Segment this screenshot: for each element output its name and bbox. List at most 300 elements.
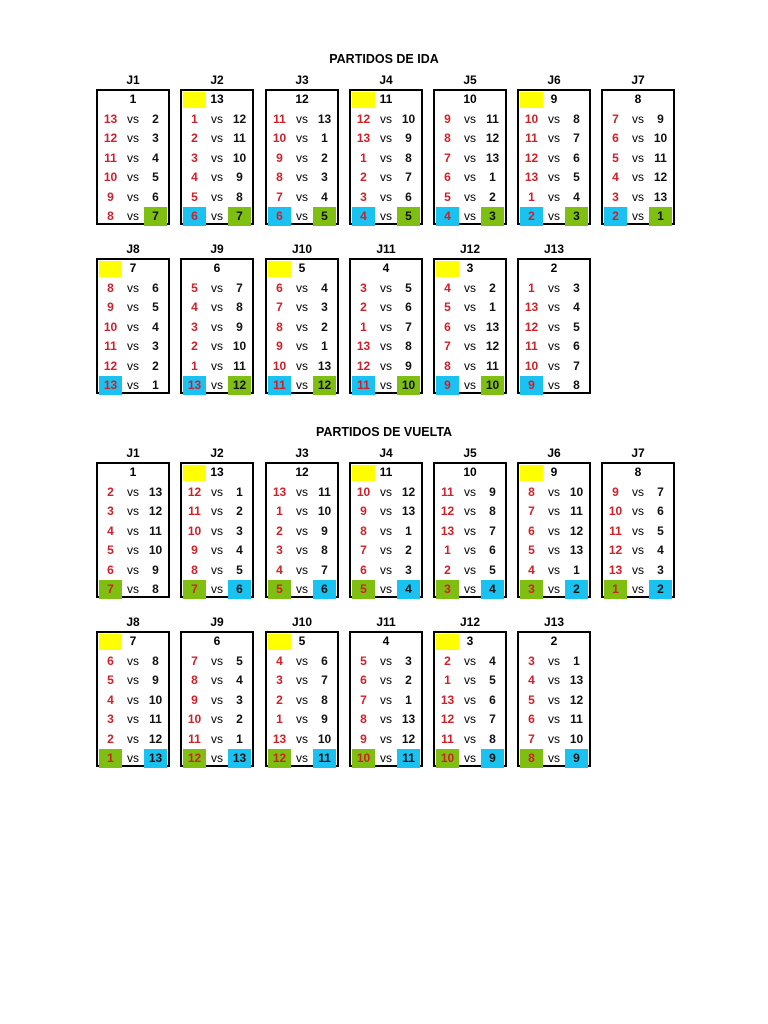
away-team: 11 [570,504,583,518]
away-team: 11 [486,359,499,373]
vs-separator: vs [380,190,392,204]
away-team: 6 [321,654,328,668]
match-row [98,580,168,599]
vs-separator: vs [464,151,476,165]
vs-separator: vs [296,563,308,577]
vs-separator: vs [211,751,223,765]
home-team: 12 [103,131,118,145]
bye-team: 2 [550,634,558,648]
vs-separator: vs [464,300,476,314]
vs-separator: vs [632,190,644,204]
match-row [98,207,168,226]
away-team: 13 [144,749,167,768]
match-row [267,168,337,187]
match-row [98,149,168,168]
vs-separator: vs [548,732,560,746]
match-row [435,337,505,356]
away-team: 11 [486,112,499,126]
bye-row [98,91,168,109]
round-label: J12 [459,615,481,629]
home-team: 9 [191,543,198,557]
bye-team: 12 [295,465,309,479]
home-team: 9 [191,693,198,707]
home-team: 9 [612,485,619,499]
vs-separator: vs [127,732,139,746]
away-team: 9 [152,673,159,687]
match-row [98,541,168,560]
away-team: 9 [236,170,243,184]
match-row [519,652,589,671]
round-label: J3 [295,73,309,87]
away-team: 4 [489,654,496,668]
round-table [433,631,507,767]
match-row [435,671,505,690]
home-team: 10 [608,504,623,518]
away-team: 1 [489,300,496,314]
match-row [435,110,505,129]
away-team: 9 [321,712,328,726]
match-row [519,710,589,729]
away-team: 7 [228,207,251,226]
match-row [267,522,337,541]
match-row [182,710,252,729]
bye-team: 4 [382,261,390,275]
home-team: 5 [191,281,198,295]
vs-separator: vs [211,524,223,538]
match-row [519,580,589,599]
vs-separator: vs [211,712,223,726]
home-team: 1 [528,190,535,204]
match-row [603,168,673,187]
away-team: 5 [489,673,496,687]
match-row [351,522,421,541]
match-row [98,298,168,317]
home-team: 13 [183,376,206,395]
home-team: 8 [520,749,543,768]
away-team: 3 [405,654,412,668]
away-team: 13 [653,190,668,204]
home-team: 13 [524,300,539,314]
round-table [96,89,170,225]
vs-separator: vs [127,378,139,392]
vs-separator: vs [211,378,223,392]
vs-separator: vs [296,712,308,726]
round-table [180,631,254,767]
away-team: 10 [232,339,247,353]
match-row [351,149,421,168]
match-row [267,129,337,148]
away-team: 12 [653,170,668,184]
match-row [351,207,421,226]
match-row [435,749,505,768]
match-row [351,483,421,502]
bye-team: 7 [129,261,137,275]
match-row [351,691,421,710]
home-team: 7 [444,339,451,353]
away-team: 5 [573,320,580,334]
away-team: 11 [654,151,667,165]
vs-separator: vs [296,673,308,687]
vs-separator: vs [380,543,392,557]
home-team: 4 [528,563,535,577]
vs-separator: vs [464,563,476,577]
match-row [98,376,168,395]
bye-team: 2 [550,261,558,275]
vs-separator: vs [464,339,476,353]
away-team: 7 [236,281,243,295]
round-table [349,462,423,598]
home-team: 13 [99,376,122,395]
home-team: 1 [191,359,198,373]
vs-separator: vs [127,131,139,145]
away-team: 6 [152,281,159,295]
bye-team: 8 [634,92,642,106]
away-team: 2 [236,504,243,518]
round-label: J7 [631,73,645,87]
match-row [351,730,421,749]
away-team: 2 [321,151,328,165]
vs-separator: vs [211,339,223,353]
round-table [349,258,423,394]
home-team: 4 [444,281,451,295]
match-row [267,483,337,502]
home-team: 3 [360,190,367,204]
bye-row [603,464,673,482]
vs-separator: vs [632,131,644,145]
vs-separator: vs [464,524,476,538]
vs-separator: vs [548,300,560,314]
vs-separator: vs [548,151,560,165]
round-label: J4 [379,73,393,87]
away-team: 13 [569,673,584,687]
away-team: 13 [485,320,500,334]
home-team: 2 [444,654,451,668]
vs-separator: vs [211,504,223,518]
bye-row [435,260,505,278]
home-team: 5 [191,190,198,204]
match-row [351,337,421,356]
home-team: 2 [444,563,451,577]
round-label: J12 [459,242,481,256]
away-team: 6 [405,190,412,204]
home-team: 2 [276,693,283,707]
away-team: 2 [405,673,412,687]
bye-row [182,633,252,651]
away-team: 7 [321,673,328,687]
away-team: 4 [236,673,243,687]
bye-team: 11 [379,92,393,106]
vs-separator: vs [548,190,560,204]
home-team: 1 [528,281,535,295]
match-row [519,357,589,376]
round-table [517,462,591,598]
round-label: J5 [463,446,477,460]
away-team: 2 [489,190,496,204]
vs-separator: vs [380,339,392,353]
bye-team: 13 [210,465,224,479]
home-team: 5 [107,673,114,687]
home-team: 6 [444,320,451,334]
match-row [267,710,337,729]
match-row [98,110,168,129]
match-row [182,298,252,317]
home-team: 9 [444,112,451,126]
home-team: 7 [612,112,619,126]
away-team: 7 [573,131,580,145]
home-team: 10 [187,524,202,538]
round-label: J5 [463,73,477,87]
home-team: 5 [528,543,535,557]
home-team: 6 [360,673,367,687]
section-title: PARTIDOS DE IDA [329,52,439,66]
round-table [180,89,254,225]
match-row [519,279,589,298]
away-team: 3 [236,693,243,707]
vs-separator: vs [296,582,308,596]
home-team: 3 [276,543,283,557]
away-team: 3 [236,524,243,538]
away-team: 12 [569,693,584,707]
away-team: 7 [405,320,412,334]
bye-row [98,260,168,278]
away-team: 3 [321,170,328,184]
away-team: 5 [236,654,243,668]
match-row [351,541,421,560]
away-team: 13 [485,151,500,165]
vs-separator: vs [380,300,392,314]
bye-row [267,464,337,482]
away-team: 7 [573,359,580,373]
match-row [351,168,421,187]
round-table [601,89,675,225]
match-row [98,522,168,541]
match-row [603,129,673,148]
away-team: 4 [397,580,420,599]
vs-separator: vs [548,131,560,145]
home-team: 13 [103,112,118,126]
home-team: 10 [436,749,459,768]
away-team: 12 [313,376,336,395]
bye-row [519,633,589,651]
home-team: 7 [528,504,535,518]
vs-separator: vs [548,112,560,126]
bye-row [267,91,337,109]
away-team: 1 [236,732,243,746]
vs-separator: vs [127,543,139,557]
home-team: 2 [604,207,627,226]
match-row [519,541,589,560]
home-team: 7 [191,654,198,668]
vs-separator: vs [464,504,476,518]
bye-row [351,464,421,482]
home-team: 11 [441,485,454,499]
away-team: 8 [236,300,243,314]
round-label: J11 [376,242,396,256]
home-team: 11 [104,339,117,353]
vs-separator: vs [296,732,308,746]
away-team: 4 [657,543,664,557]
away-team: 5 [397,207,420,226]
away-team: 1 [236,485,243,499]
away-team: 3 [657,563,664,577]
home-team: 10 [272,131,287,145]
round-label: J1 [126,73,140,87]
match-row [267,279,337,298]
match-row [182,502,252,521]
away-team: 3 [405,563,412,577]
away-team: 13 [317,112,332,126]
home-team: 8 [444,359,451,373]
match-row [267,376,337,395]
away-team: 8 [573,378,580,392]
away-team: 10 [653,131,668,145]
bye-team: 6 [213,634,221,648]
away-team: 7 [489,524,496,538]
home-team: 12 [356,112,371,126]
vs-separator: vs [211,654,223,668]
vs-separator: vs [464,543,476,557]
vs-separator: vs [464,751,476,765]
vs-separator: vs [632,563,644,577]
round-label: J10 [291,242,313,256]
match-row [267,357,337,376]
vs-separator: vs [464,673,476,687]
away-team: 6 [405,300,412,314]
vs-separator: vs [632,170,644,184]
home-team: 9 [520,376,543,395]
vs-separator: vs [127,563,139,577]
bye-row [435,91,505,109]
match-row [267,561,337,580]
vs-separator: vs [548,693,560,707]
vs-separator: vs [464,712,476,726]
match-row [519,168,589,187]
round-label: J4 [379,446,393,460]
away-team: 10 [148,543,163,557]
away-team: 8 [405,339,412,353]
match-row [435,541,505,560]
bye-team: 9 [550,92,558,106]
round-table [96,631,170,767]
away-team: 10 [232,151,247,165]
home-team: 11 [609,524,622,538]
away-team: 1 [321,131,328,145]
away-team: 8 [152,582,159,596]
match-row [351,318,421,337]
vs-separator: vs [127,654,139,668]
home-team: 3 [360,281,367,295]
home-team: 3 [436,580,459,599]
vs-separator: vs [632,112,644,126]
vs-separator: vs [632,543,644,557]
away-team: 11 [233,131,246,145]
match-row [435,168,505,187]
vs-separator: vs [380,524,392,538]
away-team: 5 [489,563,496,577]
away-team: 11 [149,712,162,726]
match-row [267,337,337,356]
away-team: 2 [565,580,588,599]
vs-separator: vs [380,673,392,687]
away-team: 10 [317,504,332,518]
away-team: 9 [489,485,496,499]
match-row [351,298,421,317]
away-team: 5 [152,170,159,184]
home-team: 10 [103,170,118,184]
match-row [435,483,505,502]
round-table [265,631,339,767]
away-team: 5 [573,170,580,184]
match-row [435,710,505,729]
away-team: 5 [657,524,664,538]
vs-separator: vs [127,170,139,184]
away-team: 3 [481,207,504,226]
vs-separator: vs [296,170,308,184]
home-team: 4 [276,563,283,577]
section-title: PARTIDOS DE VUELTA [315,425,453,439]
away-team: 8 [321,693,328,707]
away-team: 7 [144,207,167,226]
home-team: 6 [107,654,114,668]
match-row [182,149,252,168]
bye-row [182,91,252,109]
vs-separator: vs [211,131,223,145]
away-team: 8 [236,190,243,204]
bye-team: 10 [463,92,477,106]
home-team: 12 [440,504,455,518]
home-team: 11 [525,339,538,353]
away-team: 12 [232,112,247,126]
home-team: 3 [520,580,543,599]
match-row [603,580,673,599]
home-team: 1 [360,320,367,334]
vs-separator: vs [548,339,560,353]
home-team: 4 [352,207,375,226]
home-team: 3 [612,190,619,204]
vs-separator: vs [548,673,560,687]
match-row [519,110,589,129]
away-team: 8 [489,732,496,746]
home-team: 3 [528,654,535,668]
away-team: 5 [405,281,412,295]
match-row [351,561,421,580]
home-team: 11 [273,112,286,126]
vs-separator: vs [127,712,139,726]
away-team: 6 [313,580,336,599]
vs-separator: vs [211,170,223,184]
vs-separator: vs [380,751,392,765]
home-team: 13 [272,732,287,746]
vs-separator: vs [296,751,308,765]
vs-separator: vs [548,712,560,726]
round-table [517,631,591,767]
home-team: 12 [608,543,623,557]
round-table [180,258,254,394]
match-row [351,357,421,376]
match-row [435,298,505,317]
round-table [433,258,507,394]
home-team: 6 [360,563,367,577]
away-team: 11 [570,712,583,726]
match-row [98,502,168,521]
away-team: 4 [152,320,159,334]
home-team: 8 [276,320,283,334]
away-team: 1 [573,654,580,668]
match-row [435,149,505,168]
home-team: 4 [191,170,198,184]
away-team: 10 [397,376,420,395]
home-team: 8 [276,170,283,184]
